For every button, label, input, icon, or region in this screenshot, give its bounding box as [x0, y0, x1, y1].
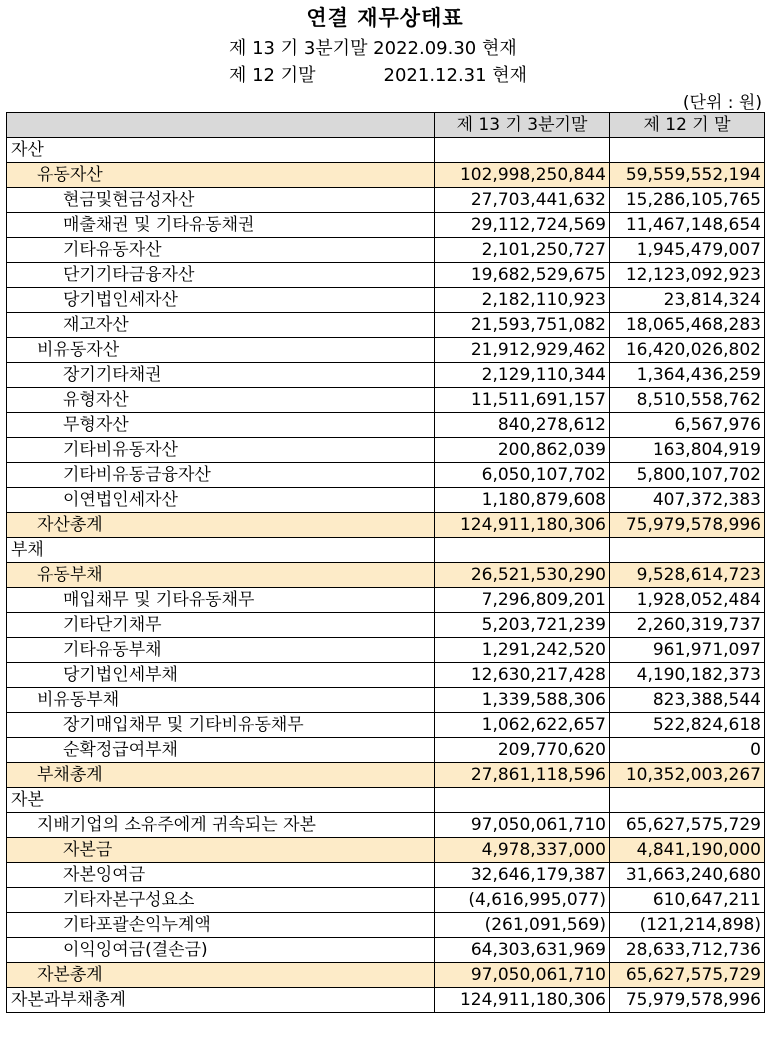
table-row: [7, 663, 765, 688]
account-label: 자본: [7, 788, 435, 813]
current-value: 102,998,250,844: [435, 163, 610, 188]
current-value: 12,630,217,428: [435, 663, 610, 688]
current-value: 5,203,721,239: [435, 613, 610, 638]
table-row: [7, 963, 765, 988]
account-label: 유동자산: [7, 163, 435, 188]
current-value: 4,978,337,000: [435, 838, 610, 863]
table-row: [7, 588, 765, 613]
table-row: [7, 188, 765, 213]
table-row: [7, 913, 765, 938]
prior-value: [610, 538, 765, 563]
statement-header: [0, 0, 770, 112]
prior-value: 961,971,097: [610, 638, 765, 663]
prior-value: 2,260,319,737: [610, 613, 765, 638]
account-label: 자산총계: [7, 513, 435, 538]
current-value: 2,101,250,727: [435, 238, 610, 263]
table-row: [7, 888, 765, 913]
prior-value: 12,123,092,923: [610, 263, 765, 288]
current-value: 124,911,180,306: [435, 513, 610, 538]
account-label: 부채: [7, 538, 435, 563]
current-value: (261,091,569): [435, 913, 610, 938]
current-value: 26,521,530,290: [435, 563, 610, 588]
account-label: 자산: [7, 138, 435, 163]
prior-value: 522,824,618: [610, 713, 765, 738]
prior-period-label: 제 12 기말: [229, 65, 316, 86]
table-row: [7, 613, 765, 638]
current-value: 2,182,110,923: [435, 288, 610, 313]
current-value: 1,180,879,608: [435, 488, 610, 513]
table-row: [7, 138, 765, 163]
table-row: [7, 338, 765, 363]
prior-value: 8,510,558,762: [610, 388, 765, 413]
statement-title: 연결 재무상태표: [306, 6, 464, 30]
current-value: 64,303,631,969: [435, 938, 610, 963]
table-body: [7, 138, 765, 1013]
table-row: [7, 738, 765, 763]
table-header-row: [7, 113, 765, 138]
unit-label: (단위 : 원): [682, 93, 762, 113]
current-value: [435, 788, 610, 813]
prior-value: 23,814,324: [610, 288, 765, 313]
prior-value: [610, 788, 765, 813]
account-label: 기타비유동금융자산: [7, 463, 435, 488]
prior-value: 163,804,919: [610, 438, 765, 463]
current-value: 27,861,118,596: [435, 763, 610, 788]
prior-value: 0: [610, 738, 765, 763]
account-label: 자본잉여금: [7, 863, 435, 888]
account-label: 현금및현금성자산: [7, 188, 435, 213]
account-label: 비유동부채: [7, 688, 435, 713]
prior-value: 9,528,614,723: [610, 563, 765, 588]
account-label: 장기기타채권: [7, 363, 435, 388]
table-row: [7, 388, 765, 413]
table-row: [7, 713, 765, 738]
prior-value: 1,364,436,259: [610, 363, 765, 388]
table-row: [7, 988, 765, 1013]
prior-value: 75,979,578,996: [610, 513, 765, 538]
table-row: [7, 863, 765, 888]
account-label: 기타포괄손익누계액: [7, 913, 435, 938]
table-row: [7, 813, 765, 838]
account-label: 기타비유동자산: [7, 438, 435, 463]
table-row: [7, 363, 765, 388]
table-row: [7, 438, 765, 463]
prior-value: 610,647,211: [610, 888, 765, 913]
current-value: 124,911,180,306: [435, 988, 610, 1013]
current-value: 2,129,110,344: [435, 363, 610, 388]
current-value: 1,339,588,306: [435, 688, 610, 713]
prior-value: 407,372,383: [610, 488, 765, 513]
current-value: 209,770,620: [435, 738, 610, 763]
account-label: 당기법인세부채: [7, 663, 435, 688]
prior-value: 4,841,190,000: [610, 838, 765, 863]
account-label: 매입채무 및 기타유동채무: [7, 588, 435, 613]
account-label: 자본금: [7, 838, 435, 863]
current-value: 21,912,929,462: [435, 338, 610, 363]
account-label: 기타유동부채: [7, 638, 435, 663]
account-label: 단기기타금융자산: [7, 263, 435, 288]
prior-value: 10,352,003,267: [610, 763, 765, 788]
table-row: [7, 763, 765, 788]
prior-value: 4,190,182,373: [610, 663, 765, 688]
account-label: 유동부채: [7, 563, 435, 588]
prior-value: (121,214,898): [610, 913, 765, 938]
table-row: [7, 938, 765, 963]
prior-value: 59,559,552,194: [610, 163, 765, 188]
prior-value: 1,928,052,484: [610, 588, 765, 613]
table-row: [7, 788, 765, 813]
account-label: 매출채권 및 기타유동채권: [7, 213, 435, 238]
account-label: 기타유동자산: [7, 238, 435, 263]
current-value: 29,112,724,569: [435, 213, 610, 238]
prior-value: 16,420,026,802: [610, 338, 765, 363]
column-header-current: 제 13 기 3분기말: [435, 113, 610, 138]
current-period: 제 13 기 3분기말 2022.09.30 현재: [229, 38, 517, 59]
prior-value: 18,065,468,283: [610, 313, 765, 338]
prior-period-date: 2021.12.31 현재: [383, 65, 528, 86]
current-value: [435, 538, 610, 563]
account-label: 재고자산: [7, 313, 435, 338]
prior-value: 1,945,479,007: [610, 238, 765, 263]
table-row: [7, 313, 765, 338]
account-label: 기타자본구성요소: [7, 888, 435, 913]
current-value: 840,278,612: [435, 413, 610, 438]
table-row: [7, 163, 765, 188]
current-value: 19,682,529,675: [435, 263, 610, 288]
prior-value: 823,388,544: [610, 688, 765, 713]
account-label: 기타단기채무: [7, 613, 435, 638]
current-value: 6,050,107,702: [435, 463, 610, 488]
prior-value: 5,800,107,702: [610, 463, 765, 488]
table-row: [7, 413, 765, 438]
current-value: 11,511,691,157: [435, 388, 610, 413]
prior-value: 31,663,240,680: [610, 863, 765, 888]
column-header-prior: 제 12 기 말: [610, 113, 765, 138]
account-label: 순확정급여부채: [7, 738, 435, 763]
prior-period: [229, 61, 527, 87]
current-value: (4,616,995,077): [435, 888, 610, 913]
prior-value: 28,633,712,736: [610, 938, 765, 963]
current-value: 200,862,039: [435, 438, 610, 463]
account-label: 자본총계: [7, 963, 435, 988]
current-value: 27,703,441,632: [435, 188, 610, 213]
prior-value: 75,979,578,996: [610, 988, 765, 1013]
prior-value: 6,567,976: [610, 413, 765, 438]
table-row: [7, 688, 765, 713]
current-value: 7,296,809,201: [435, 588, 610, 613]
table-row: [7, 288, 765, 313]
table-row: [7, 838, 765, 863]
table-row: [7, 513, 765, 538]
table-row: [7, 263, 765, 288]
account-label: 자본과부채총계: [7, 988, 435, 1013]
table-row: [7, 563, 765, 588]
balance-sheet-table: [6, 112, 765, 1013]
account-label: 이연법인세자산: [7, 488, 435, 513]
account-label: 장기매입채무 및 기타비유동채무: [7, 713, 435, 738]
table-row: [7, 238, 765, 263]
table-row: [7, 488, 765, 513]
column-header-account: [7, 113, 435, 138]
account-label: 지배기업의 소유주에게 귀속되는 자본: [7, 813, 435, 838]
prior-value: 11,467,148,654: [610, 213, 765, 238]
account-label: 당기법인세자산: [7, 288, 435, 313]
current-value: [435, 138, 610, 163]
account-label: 이익잉여금(결손금): [7, 938, 435, 963]
table-row: [7, 638, 765, 663]
table-row: [7, 463, 765, 488]
prior-value: 65,627,575,729: [610, 813, 765, 838]
account-label: 무형자산: [7, 413, 435, 438]
current-value: 97,050,061,710: [435, 963, 610, 988]
table-row: [7, 213, 765, 238]
account-label: 비유동자산: [7, 338, 435, 363]
table-row: [7, 538, 765, 563]
current-value: 1,291,242,520: [435, 638, 610, 663]
current-value: 32,646,179,387: [435, 863, 610, 888]
prior-value: 65,627,575,729: [610, 963, 765, 988]
prior-value: [610, 138, 765, 163]
current-value: 21,593,751,082: [435, 313, 610, 338]
current-value: 97,050,061,710: [435, 813, 610, 838]
account-label: 부채총계: [7, 763, 435, 788]
account-label: 유형자산: [7, 388, 435, 413]
current-value: 1,062,622,657: [435, 713, 610, 738]
prior-value: 15,286,105,765: [610, 188, 765, 213]
